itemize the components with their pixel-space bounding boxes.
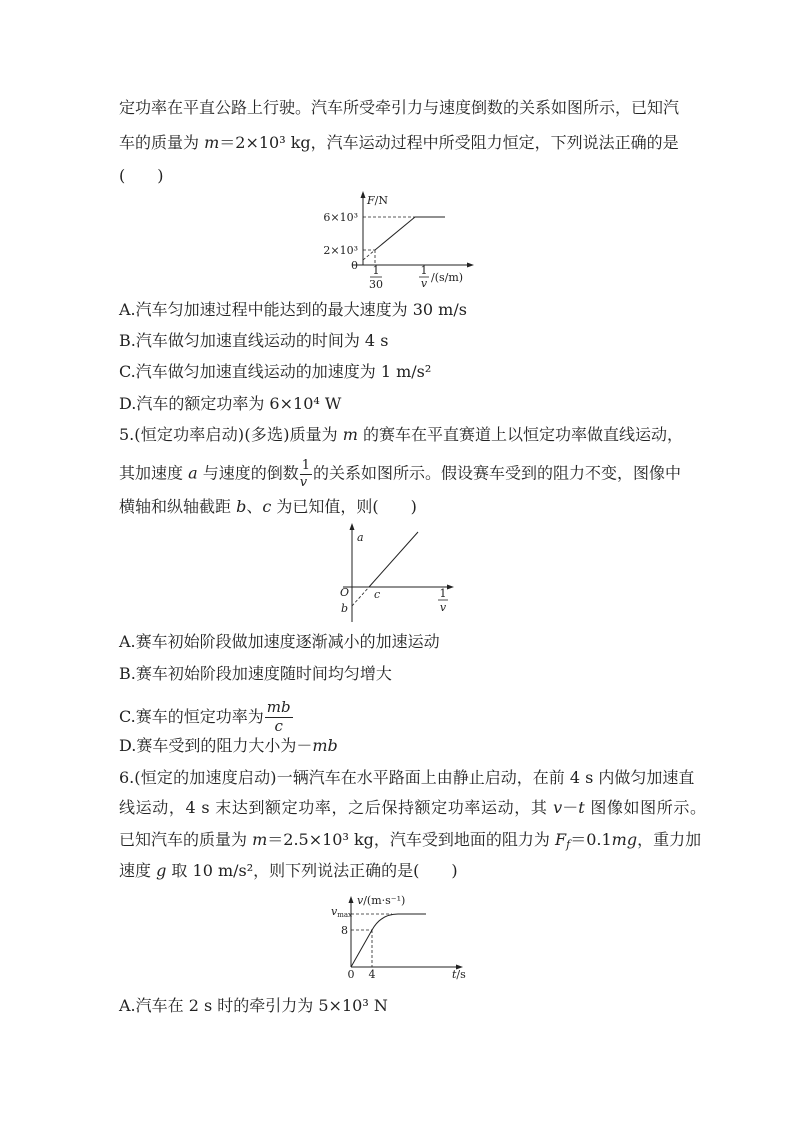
subscript-f: f: [566, 838, 571, 851]
variable-t: t: [578, 798, 585, 817]
x-tick-label: 4: [368, 968, 376, 981]
variable-mb: mb: [312, 736, 338, 755]
y-axis-unit: /N: [374, 194, 388, 207]
stem-text: 图像如图所示。: [584, 798, 706, 817]
question-number: 5.: [119, 425, 135, 444]
question-number: 6.: [119, 768, 135, 787]
y-tick-label: 6×10³: [323, 211, 358, 224]
q5-option-c: [119, 698, 294, 735]
x-axis-denominator: v: [420, 277, 428, 290]
q6-stem-line-3: [119, 829, 702, 851]
y-axis-label: [357, 894, 405, 907]
stem-text: 横轴和纵轴截距: [119, 497, 237, 516]
stem-text: 取 10 m/s²，则下列说法正确的是( ): [166, 861, 458, 880]
variable-mg: mg: [611, 830, 638, 849]
y-tick-label: 2×10³: [323, 244, 358, 257]
inverse-speed-fraction: [300, 459, 312, 489]
fraction-numerator: mb: [266, 698, 291, 716]
x-intercept-label: c: [374, 588, 381, 601]
stem-text: ＝0.1: [570, 830, 612, 849]
q6-stem-line-4: [119, 860, 458, 882]
option-text: C.赛车的恒定功率为: [119, 706, 264, 726]
origin-label: 0: [351, 259, 358, 272]
graph-dashed-guides: [363, 217, 415, 265]
graph-rising-segment: [375, 217, 415, 250]
q4-option-a: A.汽车匀加速过程中能达到的最大速度为 30 m/s: [119, 300, 467, 319]
graph-dashed-guides: [351, 914, 392, 967]
q4-force-vs-inverse-speed-graph: [320, 188, 480, 293]
stem-text: ＝2×10³ kg，汽车运动过程中所受阻力恒定，下列说法正确的是: [219, 133, 679, 152]
x-axis-numerator: 1: [420, 264, 428, 277]
stem-text: 的赛车在平直赛道上以恒定功率做直线运动，: [357, 425, 683, 444]
stem-text: 为已知值，则( ): [271, 497, 417, 516]
y-axis-arrow: [361, 191, 366, 198]
q4-stem-line-1: 定功率在平直公路上行驶。汽车所受牵引力与速度倒数的关系如图所示，已知汽: [119, 98, 680, 117]
stem-text: ＝2.5×10³ kg，汽车受到地面的阻力为: [267, 830, 556, 849]
q6-velocity-time-graph: [320, 893, 470, 983]
stem-text: 速度: [119, 861, 157, 880]
dashed-extension: [363, 250, 375, 260]
variable-m: m: [252, 830, 268, 849]
graph-line: [369, 532, 418, 587]
q6-stem-line-1: [119, 767, 695, 789]
x-axis-label: [452, 968, 466, 981]
x-axis-numerator: 1: [439, 587, 447, 600]
question-tag: (恒定的加速度启动): [134, 768, 277, 787]
x-tick-denominator: 30: [369, 278, 383, 291]
q4-option-b: B.汽车做匀加速直线运动的时间为 4 s: [119, 331, 389, 350]
option-text: D.赛车受到的阻力大小为－: [119, 736, 313, 755]
fraction-numerator: 1: [301, 458, 311, 473]
vmax-subscript: max: [337, 911, 352, 919]
x-axis-unit: /(s/m): [431, 271, 464, 284]
q4-answer-blank: ( ): [119, 166, 164, 185]
x-axis-arrow: [447, 585, 454, 590]
fraction-denominator: c: [274, 716, 283, 735]
q5-option-a: A.赛车初始阶段做加速度逐渐减小的加速运动: [119, 632, 440, 651]
origin-label: 0: [347, 968, 355, 981]
x-tick-numerator: 1: [372, 264, 380, 277]
variable-m: m: [204, 133, 220, 152]
y-intercept-label: b: [340, 602, 348, 615]
y-axis-variable: F: [367, 194, 375, 207]
variable-b: b: [236, 497, 247, 516]
stem-text: 一辆汽车在水平路面上由静止启动，在前 4 s 内做匀加速直: [276, 768, 695, 787]
q4-stem-line-2: [119, 132, 679, 154]
stem-text: 的关系如图所示。假设赛车受到的阻力不变，图像中: [313, 463, 682, 483]
stem-text: 其加速度: [119, 463, 189, 483]
q4-option-c: C.汽车做匀加速直线运动的加速度为 1 m/s²: [119, 362, 432, 381]
power-fraction: [265, 700, 293, 735]
vmax-label: [331, 905, 352, 919]
y-tick-label: 8: [341, 924, 348, 937]
stem-text: 线运动，4 s 末达到额定功率，之后保持额定功率运动，其: [119, 798, 554, 817]
stem-text: 质量为: [289, 425, 343, 444]
y-axis-variable: v: [357, 894, 364, 907]
q5-acceleration-vs-inverse-speed-graph: [330, 520, 460, 628]
dashed-extension: [352, 587, 369, 606]
y-axis-label: a: [357, 531, 364, 544]
x-axis-arrow: [467, 263, 474, 268]
q5-option-d: [119, 735, 338, 757]
graph-solid-lines: [351, 901, 458, 967]
q6-stem-line-2: [119, 797, 706, 819]
stem-text: 与速度的倒数: [197, 463, 299, 483]
stem-text: 已知汽车的质量为: [119, 830, 253, 849]
stem-text: 、: [246, 497, 263, 516]
variable-c: c: [262, 497, 272, 516]
variable-f: F: [555, 830, 567, 849]
fraction-denominator: v: [299, 474, 308, 490]
q6-option-a: A.汽车在 2 s 时的牵引力为 5×10³ N: [119, 996, 388, 1015]
q4-option-d: D.汽车的额定功率为 6×10⁴ W: [119, 394, 342, 413]
stem-text: ，重力加: [637, 830, 702, 849]
variable-v: v: [553, 798, 563, 817]
q5-stem-line-2: [119, 458, 682, 490]
origin-label: O: [339, 586, 349, 599]
velocity-curve: [351, 914, 426, 967]
y-axis-arrow: [349, 896, 354, 903]
x-axis-unit: /s: [456, 968, 466, 981]
variable-a: a: [188, 463, 198, 483]
q5-stem-line-1: [119, 424, 683, 446]
question-tag: (恒定功率启动)(多选): [134, 425, 290, 444]
q5-option-b: B.赛车初始阶段加速度随时间均匀增大: [119, 664, 392, 683]
y-axis-label: [366, 194, 388, 207]
y-axis-arrow: [350, 523, 355, 530]
stem-text: 车的质量为: [119, 133, 205, 152]
x-axis-denominator: v: [439, 601, 447, 614]
vmax-variable: v: [331, 905, 338, 918]
variable-g: g: [156, 861, 167, 880]
stem-text: －: [562, 798, 579, 817]
x-axis-variable: t: [452, 968, 457, 981]
y-axis-unit: /(m·s⁻¹): [363, 894, 406, 907]
variable-m: m: [342, 425, 358, 444]
q5-stem-line-3: [119, 496, 417, 518]
